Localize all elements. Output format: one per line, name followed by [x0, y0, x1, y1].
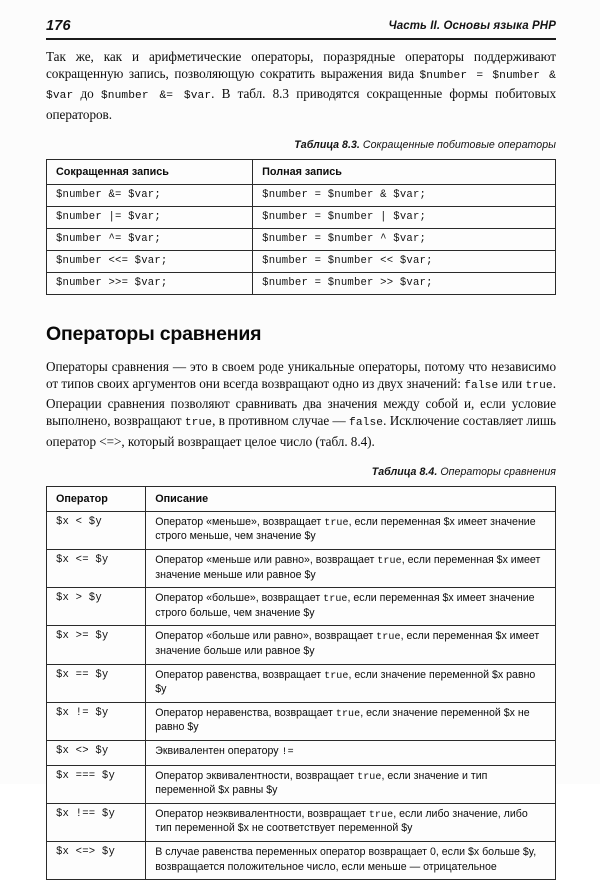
table-84-operator-2: $x > $y	[47, 588, 146, 626]
table-83-caption-title: Сокращенные побитовые операторы	[362, 138, 556, 151]
section-seg-2: или	[498, 376, 526, 392]
page-content	[46, 48, 556, 880]
table-row	[47, 228, 556, 250]
table-83-caption	[46, 139, 556, 151]
table-row	[47, 250, 556, 272]
desc-pre: Оператор неэквивалентности, возвращает	[155, 807, 369, 820]
desc-pre: Оператор «меньше», возвращает	[155, 515, 325, 528]
desc-pre: Оператор эквивалентности, возвращает	[155, 769, 358, 782]
desc-code: true	[323, 594, 348, 606]
table-83-caption-label: Таблица 8.3.	[294, 138, 360, 151]
table-84	[46, 486, 556, 880]
table-row	[47, 664, 556, 702]
intro-seg-1: Так же, как и арифметические операторы, поразрядные операторы поддерживают сокращенную запись, позволяющую сократить выражения вида	[46, 49, 556, 82]
table-83-header-row	[47, 159, 556, 184]
page-number: 176	[46, 18, 71, 34]
section-code-2: true	[525, 380, 553, 393]
table-83-full-0: $number = $number & $var;	[253, 184, 556, 206]
table-83	[46, 159, 556, 295]
table-row	[47, 803, 556, 841]
table-83-full-2: $number = $number ^ $var;	[253, 228, 556, 250]
desc-post: , если переменная $x имеет значение строго меньше, чем значение $y	[155, 515, 536, 543]
table-row	[47, 588, 556, 626]
section-seg-1: Операторы сравнения — это в своем роде уникальные операторы, потому что независимо от типов своих аргументов они всегда возвращают одно из двух значений:	[46, 358, 556, 392]
desc-post: , если переменная $x имеет значение меньше или равное $y	[155, 554, 541, 581]
desc-post: В случае равенства переменных оператор возвращает 0, если $x больше $y, возвращается положительное число, если меньше — отрицательное	[155, 845, 537, 873]
table-84-operator-1: $x <= $y	[47, 550, 146, 588]
desc-code: true	[335, 708, 361, 720]
desc-post: , если значение переменной $x не равно $y	[155, 706, 530, 734]
table-83-short-3: $number <<= $var;	[47, 250, 253, 272]
desc-post: , если значение переменной $x равно $y	[155, 668, 536, 696]
table-84-desc-1	[146, 550, 556, 588]
desc-post: , если либо значение, либо тип переменной $x не соответствует переменной $y	[155, 807, 528, 835]
table-84-operator-4: $x == $y	[47, 664, 146, 702]
table-row	[47, 206, 556, 228]
desc-pre: Оператор «больше», возвращает	[155, 592, 324, 605]
table-row	[47, 550, 556, 588]
table-84-operator-8: $x !== $y	[47, 803, 146, 841]
intro-code-1: $number = $number & $var	[46, 70, 556, 103]
table-row	[47, 765, 556, 803]
table-84-operator-7: $x === $y	[47, 765, 146, 803]
table-84-operator-9: $x <=> $y	[47, 841, 146, 879]
table-84-operator-5: $x != $y	[47, 702, 146, 740]
desc-post: , если переменная $x имеет значение больше или равное $y	[155, 630, 540, 657]
table-83-col-short: Сокращенная запись	[47, 159, 253, 184]
running-head	[46, 18, 556, 40]
table-84-caption-title: Операторы сравнения	[440, 465, 556, 478]
table-row	[47, 626, 556, 664]
intro-seg-2: до	[73, 86, 101, 102]
desc-pre: Оператор равенства, возвращает	[155, 668, 325, 681]
table-84-header-row	[47, 486, 556, 511]
table-84-desc-2	[146, 588, 556, 626]
table-84-operator-0: $x < $y	[47, 511, 146, 549]
table-83-col-full: Полная запись	[253, 159, 556, 184]
table-83-short-1: $number |= $var;	[47, 206, 253, 228]
table-83-short-4: $number >>= $var;	[47, 272, 253, 294]
desc-code: true	[377, 556, 402, 568]
intro-paragraph	[46, 48, 556, 123]
table-83-full-4: $number = $number >> $var;	[253, 272, 556, 294]
intro-seg-3: . В табл. 8.3 приводятся сокращенные формы побитовых операторов.	[46, 86, 556, 122]
table-row	[47, 841, 556, 879]
table-84-col-operator: Оператор	[47, 486, 146, 511]
table-84-operator-6: $x <> $y	[47, 740, 146, 765]
desc-code: true	[357, 771, 382, 783]
table-84-desc-0	[146, 511, 556, 549]
table-row	[47, 702, 556, 740]
table-84-operator-3: $x >= $y	[47, 626, 146, 664]
table-row	[47, 272, 556, 294]
table-83-short-0: $number &= $var;	[47, 184, 253, 206]
table-row	[47, 184, 556, 206]
section-seg-3: . Операции сравнения позволяют сравнивать два значения между собой и, если условие выполнено, возвращают	[46, 376, 556, 429]
intro-code-2: $number &= $var	[100, 90, 212, 103]
table-84-desc-4	[146, 664, 556, 702]
section-code-1: false	[464, 380, 499, 393]
table-84-caption-label: Таблица 8.4.	[371, 465, 438, 478]
table-83-full-1: $number = $number | $var;	[253, 206, 556, 228]
header-rule	[46, 38, 556, 40]
desc-post: , если переменная $x имеет значение строго больше, чем значение $y	[155, 592, 535, 619]
table-84-col-description: Описание	[146, 486, 556, 511]
desc-post: , если значение и тип переменной $x равны $y	[155, 769, 488, 797]
table-84-desc-5	[146, 702, 556, 740]
table-row	[47, 740, 556, 765]
section-code-4: false	[349, 417, 384, 430]
desc-pre: Эквивалентен оператору	[155, 744, 282, 757]
desc-code: true	[324, 670, 349, 682]
section-paragraph	[46, 358, 556, 450]
desc-pre: Оператор «меньше или равно», возвращает	[155, 554, 378, 567]
desc-code: !=	[281, 746, 294, 758]
desc-code: true	[324, 517, 349, 529]
desc-pre: Оператор неравенства, возвращает	[155, 706, 336, 719]
table-84-desc-3	[146, 626, 556, 664]
table-83-short-2: $number ^= $var;	[47, 228, 253, 250]
desc-code: true	[376, 632, 401, 644]
section-seg-5: . Исключение составляет лишь оператор <=>, который возвращает целое число (табл. 8.4).	[46, 413, 556, 449]
section-code-3: true	[184, 417, 213, 430]
running-head-title: Часть II. Основы языка PHP	[388, 20, 556, 32]
table-84-desc-6	[146, 740, 556, 765]
desc-pre: Оператор «больше или равно», возвращает	[155, 630, 377, 643]
table-84-desc-7	[146, 765, 556, 803]
table-84-desc-9	[146, 841, 556, 879]
section-seg-4: , в противном случае —	[212, 413, 350, 429]
section-heading: Операторы сравнения	[46, 322, 262, 345]
table-row	[47, 511, 556, 549]
desc-code: true	[368, 809, 394, 821]
table-83-full-3: $number = $number << $var;	[253, 250, 556, 272]
table-84-desc-8	[146, 803, 556, 841]
table-84-caption	[46, 466, 556, 478]
